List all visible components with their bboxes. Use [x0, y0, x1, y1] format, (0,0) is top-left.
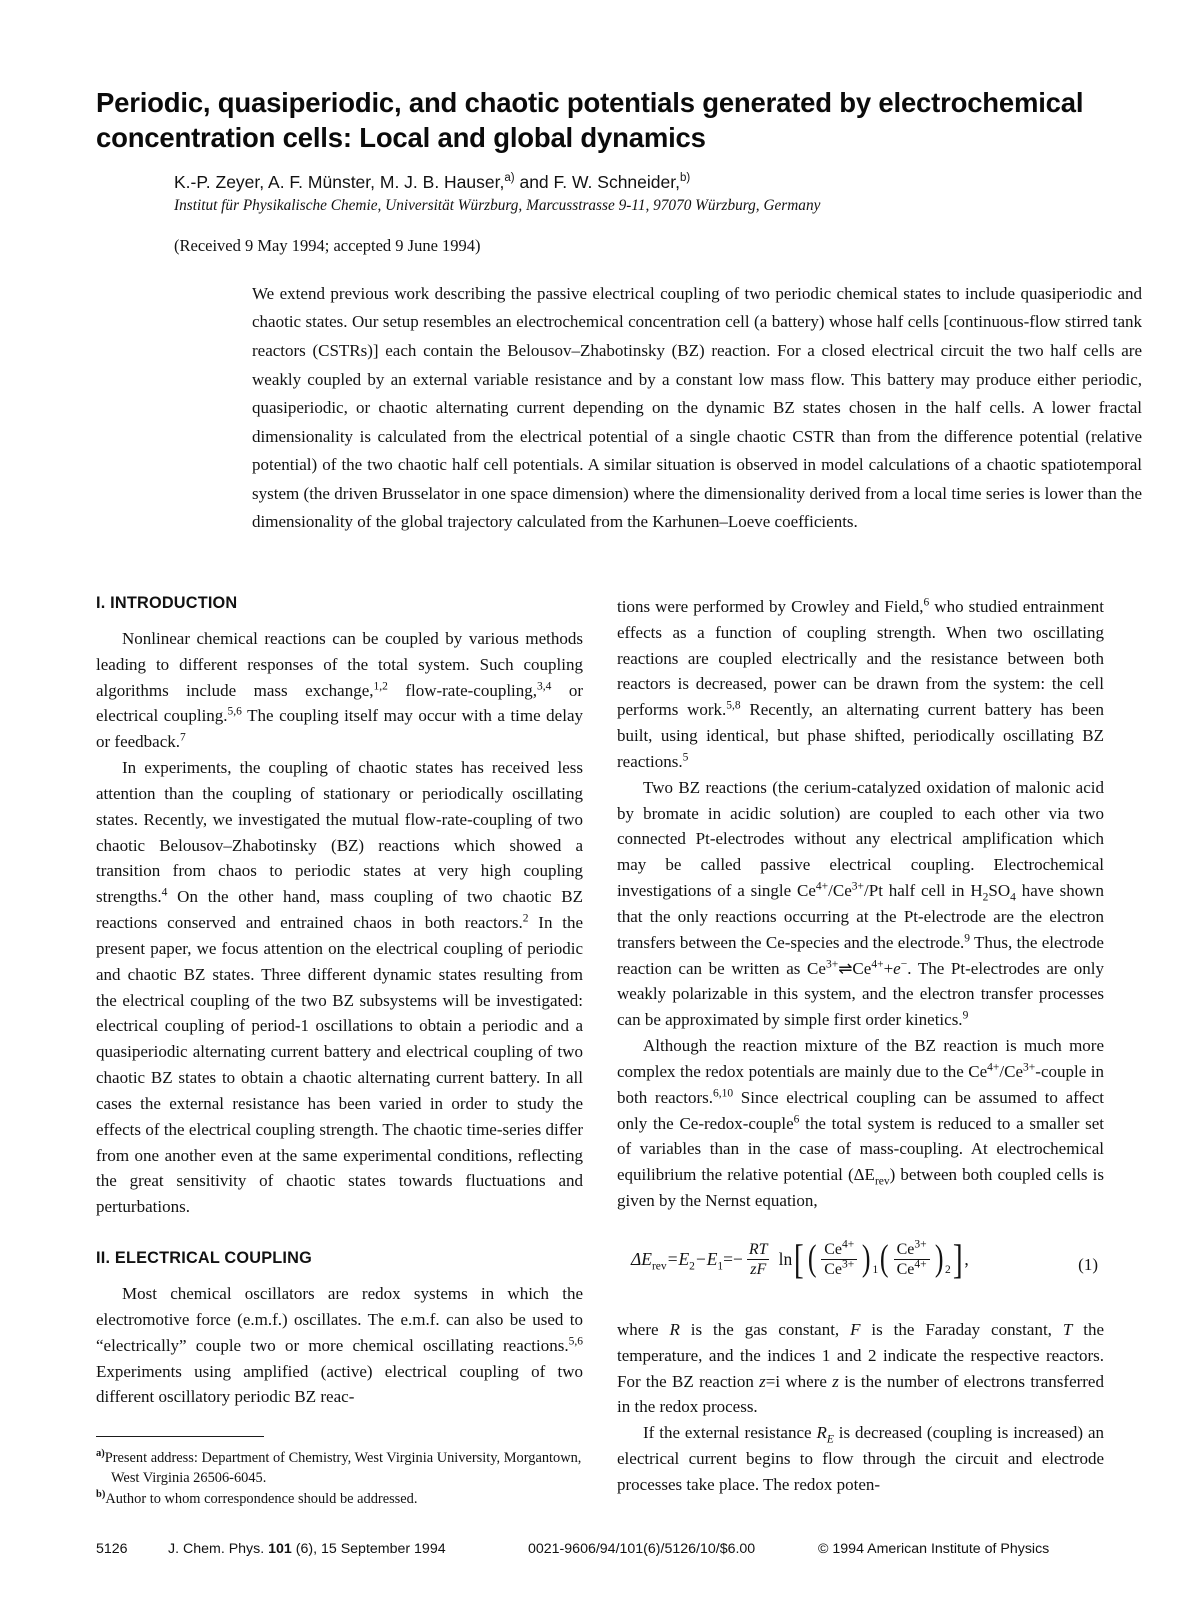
footnote-a-text: Present address: Department of Chemistry, West Virginia University, Morgantown, West Virginia 26506-6045.: [104, 1450, 582, 1487]
footer-journal-name: J. Chem. Phys.: [168, 1541, 269, 1557]
eq-ratio-1: [821, 1238, 857, 1279]
variable-T: T: [1062, 1319, 1073, 1339]
eq-ratio1-den-sup: 3+: [841, 1258, 855, 1271]
paragraph-right-4: [617, 1317, 1104, 1420]
paragraph-right-5: [617, 1420, 1104, 1497]
eq-e1: [694, 1249, 724, 1273]
eq-ratio1-den: Ce: [824, 1261, 842, 1279]
text-run: =i where: [765, 1371, 833, 1391]
text-run: /Pt half cell in H: [864, 881, 983, 901]
affiliation: Institut für Physikalische Chemie, Universität Würzburg, Marcusstrasse 9-11, 97070 Würzburg, Germany: [174, 197, 821, 215]
footnote-divider: [96, 1436, 264, 1437]
authors-names: K.-P. Zeyer, A. F. Münster, M. J. B. Hauser,: [174, 172, 505, 193]
citation-ref[interactable]: 6: [793, 1112, 800, 1125]
eq-paren-open-2: (: [880, 1238, 889, 1280]
abstract: We extend previous work describing the passive electrical coupling of two periodic chemical states to include quasiperiodic and chaotic states. Our setup resembles an electrochemical concentration cell (a battery) whose half cells [continuous-flow stirred tank reactors (CSTRs)] each contain the Belousov–Zhabotinsky (BZ) reaction. For a closed electrical circuit the two half cells are weakly coupled by an external variable resistance and by a constant low mass flow. This battery may produce either periodic, quasiperiodic, or chaotic alternating current depending on the dynamic BZ states chosen in the half cells. A lower fractal dimensionality is calculated from the electrical potential of a single chaotic CSTR than from the difference potential (relative potential) of the two chaotic half cell potentials. A similar situation is observed in model calculations of a chaotic spatiotemporal system (the driven Brusselator in one space dimension) where the dimensionality derived from a local time series is lower than the dimensionality of the global trajectory calculated from the Karhunen–Loeve coefficients.: [252, 283, 1142, 532]
citation-ref[interactable]: 6,10: [712, 1087, 734, 1100]
eq-ratio1-num: Ce: [824, 1240, 842, 1258]
eq-ratio-2: [894, 1238, 930, 1279]
variable-RE-sub: E: [826, 1433, 834, 1446]
footer-journal-citation: [168, 1541, 528, 1557]
equation-1: [617, 1235, 1104, 1297]
eq-delta-E: [631, 1249, 667, 1273]
text-run: On the other hand, mass coupling of two chaotic BZ reactions conserved and entrained chaos in both reactors.: [96, 887, 583, 933]
text-run: . The Pt-electrodes are only weakly polarizable in this system, and the electron transfer processes can be approximated by simple first order kinetics.: [617, 958, 1104, 1030]
author-footnote-marker-b[interactable]: b): [679, 172, 691, 185]
footnote-b: [96, 1489, 583, 1509]
citation-ref[interactable]: 7: [180, 731, 186, 744]
article-header: [96, 86, 1142, 537]
page-title: Periodic, quasiperiodic, and chaotic potentials generated by electrochemical concentration cells: Local and global dynamics: [96, 87, 1084, 153]
chem-superscript: 3+: [825, 957, 839, 970]
variable-e: e: [893, 958, 901, 978]
text-run: In experiments, the coupling of chaotic states has received less attention than the coupling of stationary or periodically oscillating states. Recently, we investigated the mutual flow-rate-coupling of two chaotic Belousov–Zhabotinsky (BZ) reactions which showed a transition from chaos to periodic states at very high coupling strengths.: [96, 758, 583, 907]
text-run: is the gas constant,: [679, 1319, 851, 1339]
variable-z: z: [759, 1371, 766, 1391]
footer-article-code: 0021-9606/94/101(6)/5126/10/$6.00: [528, 1541, 756, 1557]
variable-subscript-rev: rev: [874, 1175, 890, 1188]
citation-ref[interactable]: 5,8: [726, 699, 741, 712]
citation-ref[interactable]: 4: [161, 886, 168, 899]
text-run: Experiments using amplified (active) electrical coupling of two different oscillatory periodic BZ reac-: [96, 1361, 583, 1407]
footnote-b-text: Author to whom correspondence should be addressed.: [105, 1490, 418, 1507]
chem-superscript: 4+: [815, 880, 829, 893]
citation-ref[interactable]: 2: [522, 912, 529, 925]
text-run: tions were performed by Crowley and Field,: [617, 597, 924, 616]
eq-e1-text: −E: [694, 1249, 718, 1270]
two-column-body: [96, 594, 1105, 1494]
text-run: Nonlinear chemical reactions can be coupled by various methods leading to different responses of the total system. Such coupling algorithms include mass exchange,: [96, 629, 583, 700]
author-list: [174, 171, 1074, 194]
citation-ref[interactable]: 5,6: [568, 1335, 583, 1348]
page-footer: [96, 1541, 1106, 1557]
eq-fraction-rt-zf: [746, 1241, 771, 1279]
text-run: flow-rate-coupling,: [387, 680, 538, 700]
footnote-marker-a: a): [96, 1448, 105, 1460]
text-run: is decreased (coupling is increased) an electrical current begins to flow through the circuit and electrode processes take place. The redox poten-: [617, 1423, 1104, 1494]
chem-superscript: 3+: [851, 880, 865, 893]
authors-block: [174, 171, 1142, 537]
eq-e2-text: =E: [666, 1249, 690, 1270]
eq-ln: ln: [778, 1249, 793, 1270]
text-run: /Ce: [999, 1061, 1024, 1081]
text-run: /Ce: [828, 881, 852, 901]
text-run: In the present paper, we focus attention on the electrical coupling of periodic and chaotic BZ states. Three different dynamic states resulting from the electrical coupling of the two BZ subsystems will be investigated: electrical coupling of period-1 oscillations to obtain a periodic and a quasiperiodic alternating current battery and electrical coupling of two chaotic BZ states to obtain a chaotic alternating current battery. In all cases the external resistance has been varied in order to study the effects of the electrical coupling strength. The chaotic time-series differ from one another even at the same experimental conditions, reflecting the great sensitivity of chaotic states towards fluctuations and perturbations.: [96, 913, 583, 1217]
eq-paren-close-1: ): [862, 1238, 871, 1280]
variable-z-2: z: [832, 1371, 839, 1391]
text-run: or electrical coupling.: [96, 680, 583, 726]
eq-paren-open-1: (: [807, 1238, 817, 1280]
footer-journal-volume: 101: [268, 1541, 292, 1557]
text-run: who studied entrainment effects as a function of coupling strength. When two oscillating reactions are coupled electrically and the resistance between both reactors is decreased, power can be drawn from the system: the cell performs work.: [617, 597, 1104, 720]
eq-ratio2-num: Ce: [896, 1240, 915, 1258]
paragraph-right-2: [617, 775, 1104, 1033]
eq-index-2: 2: [944, 1264, 951, 1277]
text-run: -couple in both reactors.: [617, 1061, 1104, 1107]
eq-ratio1-num-sup: 4+: [841, 1238, 855, 1251]
chem-superscript: −: [900, 957, 908, 970]
eq-bracket-open: [: [794, 1235, 804, 1282]
footer-journal-issue-date: (6), 15 September 1994: [291, 1541, 446, 1557]
citation-ref[interactable]: 9: [964, 932, 971, 945]
text-run: is the Faraday constant,: [860, 1319, 1063, 1339]
eq-paren-close-2: ): [934, 1238, 944, 1280]
text-run: If the external resistance: [643, 1423, 817, 1443]
paragraph-coupling-1: [96, 1281, 583, 1410]
eq-ratio2-den-sup: 4+: [914, 1258, 927, 1271]
right-column: [617, 594, 1104, 1498]
eq-ratio2-num-sup: 3+: [914, 1238, 927, 1251]
authors-names-cont: and F. W. Schneider,: [514, 172, 680, 193]
citation-ref[interactable]: 9: [962, 1009, 969, 1022]
text-run: Thus, the electrode reaction can be written as Ce: [617, 932, 1104, 978]
eq-e2-sub: 2: [689, 1260, 695, 1273]
text-run: Recently, an alternating current battery has been built, using identical, but phase shifted, periodically oscillating BZ reactions.: [617, 700, 1104, 771]
left-column: [96, 594, 583, 1410]
section-heading-electrical-coupling: II. ELECTRICAL COUPLING: [96, 1249, 312, 1268]
citation-ref[interactable]: 3,4: [537, 680, 552, 692]
text-run: The coupling itself may occur with a time delay or feedback.: [96, 706, 583, 752]
footnote-marker-b: b): [96, 1489, 106, 1501]
eq-index-1: 1: [872, 1264, 879, 1277]
eq-lhs-sub: rev: [651, 1260, 667, 1273]
variable-F: F: [850, 1319, 861, 1339]
footnote-a: [96, 1448, 583, 1489]
eq-e2: [666, 1249, 695, 1273]
chem-superscript: 4+: [987, 1061, 1000, 1074]
citation-ref[interactable]: 5,6: [227, 705, 242, 718]
text-run: ⇌Ce: [838, 958, 872, 978]
eq-frac-numerator: RT: [748, 1240, 768, 1258]
text-run: where: [617, 1319, 670, 1339]
section-heading-introduction: I. INTRODUCTION: [96, 594, 238, 612]
eq-frac-denominator: zF: [750, 1261, 767, 1279]
text-run: is the number of electrons transferred in the redox process.: [617, 1371, 1104, 1417]
author-footnote-marker-a[interactable]: a): [504, 172, 515, 185]
eq-lhs: ΔE: [631, 1249, 652, 1270]
text-run: Although the reaction mixture of the BZ reaction is much more complex the redox potentials are mainly due to the Ce: [617, 1036, 1104, 1081]
received-date: (Received 9 May 1994; accepted 9 June 1994): [174, 235, 481, 255]
citation-ref[interactable]: 5: [682, 751, 689, 764]
equation-expression: [631, 1235, 969, 1282]
text-run: the total system is reduced to a smaller set of variables than in the case of mass-coupling. At electrochemical equilibrium the relative potential (ΔE: [617, 1113, 1104, 1185]
text-run: SO: [988, 881, 1011, 901]
citation-ref[interactable]: 6: [923, 596, 930, 609]
paragraph-right-1: [617, 594, 1104, 775]
chem-superscript: 3+: [1023, 1061, 1036, 1074]
text-run: the temperature, and the indices 1 and 2 indicate the respective reactors. For the BZ reaction: [617, 1319, 1105, 1391]
text-run: Most chemical oscillators are redox systems in which the electromotive force (e.m.f.) oscillates. The e.m.f. can also be used to “electrically” couple two or more chemical oscillating reactions.: [96, 1284, 583, 1355]
paragraph-intro-1: [96, 626, 583, 755]
text-run: +: [883, 958, 894, 978]
variable-R: R: [669, 1319, 680, 1339]
paragraph-intro-2: [96, 755, 583, 1220]
eq-ratio2-den: Ce: [896, 1261, 915, 1279]
footer-copyright: © 1994 American Institute of Physics: [818, 1541, 1050, 1557]
text-run: ) between both coupled cells is given by the Nernst equation,: [617, 1165, 1104, 1211]
eq-e1-sub: 1: [717, 1260, 724, 1273]
equation-number: (1): [1078, 1254, 1098, 1274]
citation-ref[interactable]: 1,2: [373, 680, 388, 692]
text-run: have shown that the only reactions occurring at the Pt-electrode are the electron transfers between the Ce-species and the electrode.: [617, 881, 1105, 952]
footnotes-block: [96, 1436, 583, 1509]
eq-bracket-close: ]: [952, 1235, 963, 1282]
paragraph-right-3: [617, 1033, 1104, 1214]
variable-RE: R: [816, 1423, 827, 1443]
chem-subscript: 4: [1010, 891, 1016, 904]
eq-equals-minus: =−: [723, 1249, 743, 1270]
chem-superscript: 4+: [871, 957, 884, 970]
footer-page-number: 5126: [96, 1541, 128, 1557]
eq-trailing-comma: ,: [964, 1249, 969, 1270]
chem-subscript: 2: [982, 891, 989, 904]
text-run: Two BZ reactions (the cerium-catalyzed oxidation of malonic acid by bromate in acidic solution) are coupled to each other via two connected Pt-electrodes without any electrical amplification which may be called passive electrical coupling. Electrochemical investigations of a single Ce: [617, 777, 1104, 901]
text-run: Since electrical coupling can be assumed to affect only the Ce-redox-couple: [617, 1087, 1104, 1133]
